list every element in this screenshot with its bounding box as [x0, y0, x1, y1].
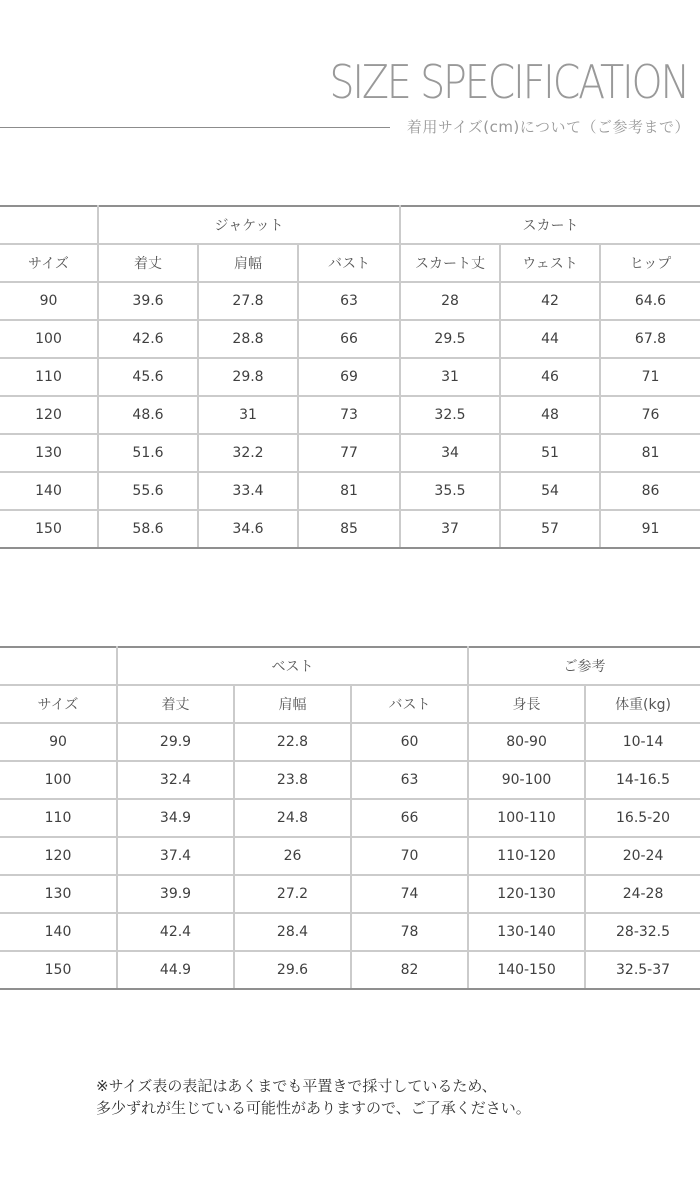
table-cell: 29.5: [400, 320, 500, 358]
table-cell: 140: [0, 472, 98, 510]
table-row: [0, 913, 700, 951]
table-row: [0, 875, 700, 913]
column-header: ウェスト: [500, 244, 600, 282]
vest-reference-size-table: [0, 646, 700, 990]
table-cell: 51: [500, 434, 600, 472]
column-header: バスト: [298, 244, 400, 282]
table-cell: 26: [234, 837, 351, 875]
table-cell: 23.8: [234, 761, 351, 799]
table-cell: 69: [298, 358, 400, 396]
table-cell: 91: [600, 510, 700, 548]
table-cell: 80-90: [468, 723, 585, 761]
table-cell: 66: [298, 320, 400, 358]
table-cell: 27.2: [234, 875, 351, 913]
table-cell: 24.8: [234, 799, 351, 837]
table-cell: 20-24: [585, 837, 700, 875]
table-cell: 76: [600, 396, 700, 434]
table-cell: 35.5: [400, 472, 500, 510]
table-cell: 81: [298, 472, 400, 510]
table-cell: 130: [0, 875, 117, 913]
column-header: バスト: [351, 685, 468, 723]
table-cell: 71: [600, 358, 700, 396]
group-header-reference: ご参考: [468, 647, 700, 685]
table-group-header-row: [0, 206, 700, 244]
column-header: 肩幅: [234, 685, 351, 723]
table-cell: 63: [351, 761, 468, 799]
table-cell: 37.4: [117, 837, 234, 875]
table-cell: 31: [400, 358, 500, 396]
column-header: スカート丈: [400, 244, 500, 282]
table-cell: 37: [400, 510, 500, 548]
group-header-skirt: スカート: [400, 206, 700, 244]
table-cell: 86: [600, 472, 700, 510]
table-cell: 63: [298, 282, 400, 320]
jacket-skirt-size-table: [0, 205, 700, 549]
table-cell: 100-110: [468, 799, 585, 837]
column-header: 着丈: [98, 244, 198, 282]
table-cell: 45.6: [98, 358, 198, 396]
table-column-header-row: [0, 244, 700, 282]
table-cell: 120-130: [468, 875, 585, 913]
table-cell: 39.9: [117, 875, 234, 913]
table-cell: 39.6: [98, 282, 198, 320]
column-header: サイズ: [0, 685, 117, 723]
table-cell: 34: [400, 434, 500, 472]
title-divider: [0, 127, 390, 128]
table-cell: 14-16.5: [585, 761, 700, 799]
table-row: [0, 282, 700, 320]
table-cell: 110: [0, 799, 117, 837]
table-cell: 42.4: [117, 913, 234, 951]
table-cell: 110-120: [468, 837, 585, 875]
table-cell: 150: [0, 951, 117, 989]
table-cell: 32.2: [198, 434, 298, 472]
table-cell: 29.8: [198, 358, 298, 396]
table-cell: 31: [198, 396, 298, 434]
table-cell: 120: [0, 837, 117, 875]
table-cell: 28: [400, 282, 500, 320]
table-row: [0, 434, 700, 472]
table-cell: 44.9: [117, 951, 234, 989]
table-cell: 33.4: [198, 472, 298, 510]
table-cell: 77: [298, 434, 400, 472]
table-cell: 74: [351, 875, 468, 913]
table-cell: 32.5-37: [585, 951, 700, 989]
table-cell: 28-32.5: [585, 913, 700, 951]
table-cell: 29.6: [234, 951, 351, 989]
table-group-header-row: [0, 647, 700, 685]
table-cell: 130: [0, 434, 98, 472]
table-cell: 28.4: [234, 913, 351, 951]
table-cell: 85: [298, 510, 400, 548]
table-cell: 82: [351, 951, 468, 989]
table-cell: 60: [351, 723, 468, 761]
table-cell: 29.9: [117, 723, 234, 761]
table-cell: 42: [500, 282, 600, 320]
note-line-2: 多少ずれが生じている可能性がありますので、ご了承ください。: [96, 1099, 531, 1117]
column-header: 着丈: [117, 685, 234, 723]
page-title: SIZE SPECIFICATION: [329, 55, 688, 109]
table-cell: 73: [298, 396, 400, 434]
table-cell: 100: [0, 320, 98, 358]
group-header-empty: [0, 647, 117, 685]
table-cell: 58.6: [98, 510, 198, 548]
table-row: [0, 951, 700, 989]
table-cell: 55.6: [98, 472, 198, 510]
table-cell: 32.5: [400, 396, 500, 434]
table-cell: 140-150: [468, 951, 585, 989]
column-header: 体重(kg): [585, 685, 700, 723]
table-cell: 90: [0, 723, 117, 761]
table-cell: 57: [500, 510, 600, 548]
table-cell: 66: [351, 799, 468, 837]
table-cell: 100: [0, 761, 117, 799]
group-header-vest: ベスト: [117, 647, 468, 685]
table-cell: 46: [500, 358, 600, 396]
note-line-1: ※サイズ表の表記はあくまでも平置きで採寸しているため、: [96, 1077, 497, 1095]
table-row: [0, 723, 700, 761]
table-cell: 90: [0, 282, 98, 320]
table-cell: 48: [500, 396, 600, 434]
table-cell: 27.8: [198, 282, 298, 320]
group-header-empty: [0, 206, 98, 244]
table-row: [0, 472, 700, 510]
table-row: [0, 320, 700, 358]
column-header: 身長: [468, 685, 585, 723]
table-cell: 150: [0, 510, 98, 548]
group-header-jacket: ジャケット: [98, 206, 400, 244]
table-cell: 32.4: [117, 761, 234, 799]
table-cell: 51.6: [98, 434, 198, 472]
table-row: [0, 358, 700, 396]
table-cell: 34.9: [117, 799, 234, 837]
table-cell: 140: [0, 913, 117, 951]
table-cell: 42.6: [98, 320, 198, 358]
table-row: [0, 799, 700, 837]
table-row: [0, 510, 700, 548]
column-header: サイズ: [0, 244, 98, 282]
table-cell: 44: [500, 320, 600, 358]
table-cell: 24-28: [585, 875, 700, 913]
table-cell: 64.6: [600, 282, 700, 320]
measurement-note: [96, 1075, 531, 1119]
table-cell: 78: [351, 913, 468, 951]
table-cell: 120: [0, 396, 98, 434]
table-row: [0, 837, 700, 875]
column-header: ヒップ: [600, 244, 700, 282]
table-cell: 16.5-20: [585, 799, 700, 837]
table-cell: 10-14: [585, 723, 700, 761]
table-cell: 48.6: [98, 396, 198, 434]
table-cell: 34.6: [198, 510, 298, 548]
table-cell: 54: [500, 472, 600, 510]
table-cell: 90-100: [468, 761, 585, 799]
table-cell: 22.8: [234, 723, 351, 761]
table-cell: 81: [600, 434, 700, 472]
table-row: [0, 396, 700, 434]
column-header: 肩幅: [198, 244, 298, 282]
table-cell: 67.8: [600, 320, 700, 358]
table-row: [0, 761, 700, 799]
table-column-header-row: [0, 685, 700, 723]
table-cell: 70: [351, 837, 468, 875]
table-cell: 130-140: [468, 913, 585, 951]
table-cell: 28.8: [198, 320, 298, 358]
table-cell: 110: [0, 358, 98, 396]
page-subtitle: 着用サイズ(cm)について（ご参考まで）: [406, 118, 690, 136]
